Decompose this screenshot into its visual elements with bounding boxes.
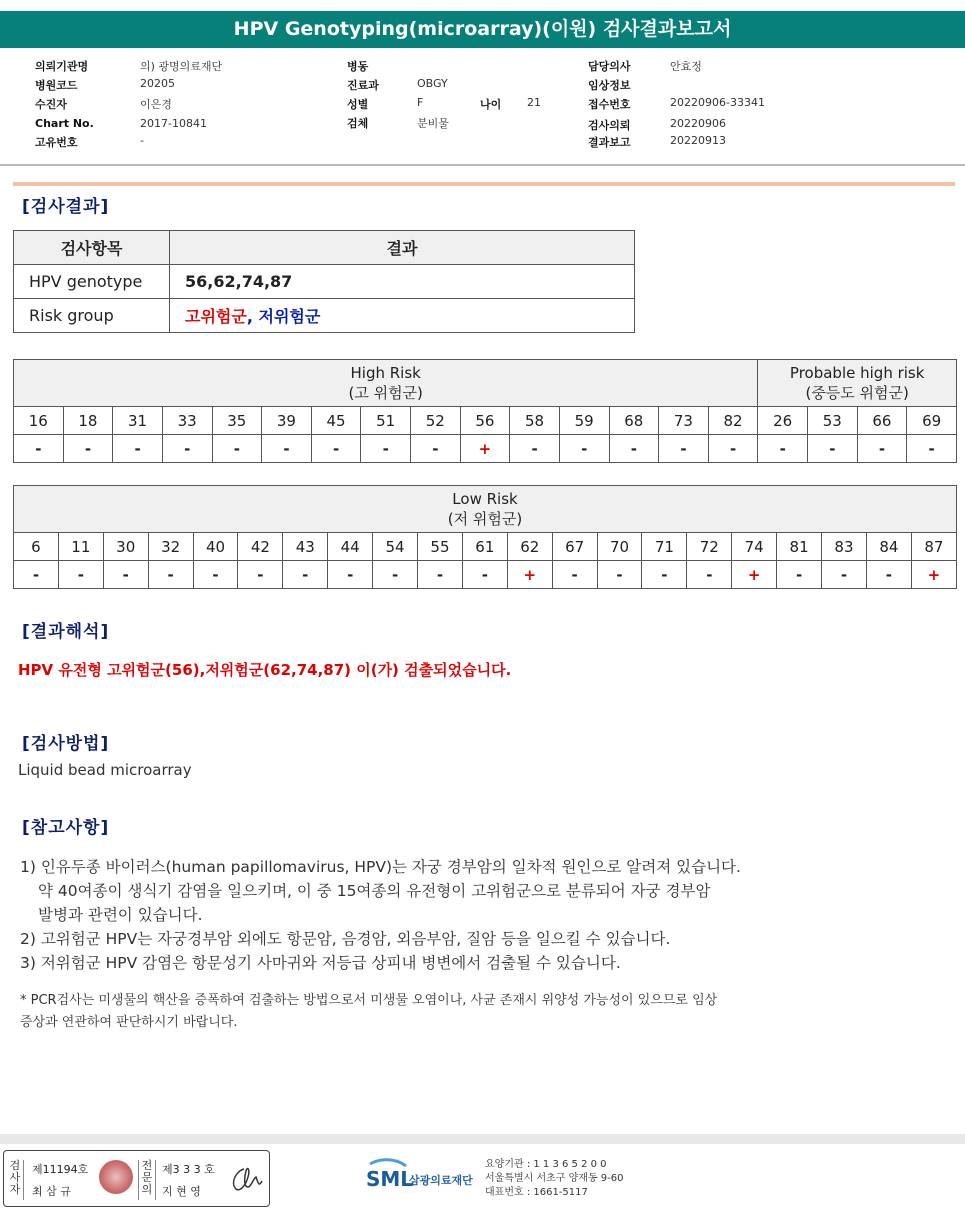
interpretation-text: HPV 유전형 고위험군(56),저위험군(62,74,87) 이(가) 검출되었습니다. <box>18 661 512 679</box>
type-cell: 52 <box>411 407 461 435</box>
result-cell: - <box>609 435 659 463</box>
type-cell: 30 <box>103 533 148 561</box>
label-ward: 병동 <box>347 60 369 73</box>
result-cell: - <box>411 435 461 463</box>
result-cell: - <box>510 435 560 463</box>
result-cell: - <box>866 561 911 589</box>
footer-divider <box>0 1134 965 1144</box>
result-cell: - <box>708 435 758 463</box>
high-risk-label-en: High Risk <box>350 364 421 382</box>
type-cell: 61 <box>462 533 507 561</box>
result-cell: - <box>14 435 64 463</box>
col-header-result: 결과 <box>170 231 635 265</box>
result-cell: - <box>162 435 212 463</box>
type-cell: 11 <box>58 533 103 561</box>
type-cell: 66 <box>857 407 907 435</box>
result-cell: - <box>373 561 418 589</box>
result-cell: - <box>148 561 193 589</box>
label-hospital-code: 병원코드 <box>35 79 78 92</box>
type-cell: 44 <box>328 533 373 561</box>
result-cell: - <box>758 435 808 463</box>
note-line: 약 40여종이 생식기 감염을 일으키며, 이 중 15여종의 유전형이 고위험군으로 분류되어 자궁 경부암 <box>38 882 711 900</box>
type-cell: 81 <box>777 533 822 561</box>
high-risk-header <box>14 360 758 407</box>
label-clinical-info: 임상정보 <box>588 79 631 92</box>
type-cell: 39 <box>262 407 312 435</box>
sml-logo <box>366 1158 481 1202</box>
result-cell: - <box>907 435 957 463</box>
value-age: 21 <box>527 96 541 109</box>
result-cell: - <box>462 561 507 589</box>
type-cell: 70 <box>597 533 642 561</box>
label-age: 나이 <box>480 98 502 111</box>
result-cell: - <box>262 435 312 463</box>
result-cell: + <box>507 561 552 589</box>
high-risk-result-row <box>14 435 957 463</box>
method-text: Liquid bead microarray <box>18 761 192 779</box>
result-cell: - <box>63 435 113 463</box>
result-cell: - <box>822 561 867 589</box>
type-cell: 18 <box>63 407 113 435</box>
low-risk-label-ko: (저 위험군) <box>447 510 523 528</box>
footnote-line: * PCR검사는 미생물의 핵산을 증폭하여 검출하는 방법으로서 미생물 오염이나, 사균 존재시 위양성 가능성이 있으므로 임상 <box>20 993 718 1008</box>
value-receipt-no: 20220906-33341 <box>670 96 765 109</box>
probable-label-en: Probable high risk <box>789 364 925 382</box>
risk-low-text: 저위험군 <box>258 307 321 326</box>
label-institution: 의뢰기관명 <box>35 60 89 73</box>
value-chart-no: 2017-10841 <box>140 117 207 130</box>
value-patient: 이은경 <box>140 98 172 111</box>
report-title: HPV Genotyping(microarray)(이원) 검사결과보고서 <box>0 11 965 48</box>
label-unique-no: 고유번호 <box>35 136 78 149</box>
type-cell: 33 <box>162 407 212 435</box>
result-cell: - <box>777 561 822 589</box>
type-cell: 56 <box>460 407 510 435</box>
result-cell: - <box>283 561 328 589</box>
row-value-risk-group <box>170 299 635 333</box>
signature-image <box>226 1157 266 1197</box>
type-cell: 53 <box>808 407 858 435</box>
signature-box <box>3 1150 270 1207</box>
type-cell: 58 <box>510 407 560 435</box>
value-specimen: 분비물 <box>417 117 449 130</box>
probable-label-ko: (중등도 위험군) <box>805 384 909 402</box>
sign-no-inspector: 제11194호 <box>32 1163 89 1176</box>
result-cell: - <box>659 435 709 463</box>
sign-name-inspector: 최 삼 규 <box>32 1185 71 1198</box>
type-cell: 69 <box>907 407 957 435</box>
section-title-notes: [참고사항] <box>22 818 110 838</box>
label-patient: 수진자 <box>35 98 67 111</box>
row-label-risk-group: Risk group <box>14 299 170 333</box>
org-line: 요양기관 : 1 1 3 6 5 2 0 0 <box>485 1159 607 1170</box>
note-line: 2) 고위험군 HPV는 자궁경부암 외에도 항문암, 음경암, 외음부암, 질암 등을 일으킬 수 있습니다. <box>20 930 671 948</box>
type-cell: 67 <box>552 533 597 561</box>
result-cell: - <box>238 561 283 589</box>
type-cell: 35 <box>212 407 262 435</box>
risk-separator: , <box>246 307 259 326</box>
result-cell: - <box>328 561 373 589</box>
result-cell: - <box>808 435 858 463</box>
col-header-item: 검사항목 <box>14 231 170 265</box>
result-table-header <box>14 231 635 265</box>
label-department: 진료과 <box>347 79 379 92</box>
notes-list <box>20 855 741 975</box>
patient-header <box>0 48 965 166</box>
value-report-date: 20220913 <box>670 134 726 147</box>
org-line: 대표번호 : 1661-5117 <box>485 1187 588 1198</box>
type-cell: 59 <box>559 407 609 435</box>
value-request-date: 20220906 <box>670 117 726 130</box>
type-cell: 32 <box>148 533 193 561</box>
note-line: 1) 인유두종 바이러스(human papillomavirus, HPV)는 자궁 경부암의 일차적 원인으로 알려져 있습니다. <box>20 858 741 876</box>
low-risk-type-row <box>14 533 957 561</box>
low-risk-label-en: Low Risk <box>452 490 518 508</box>
low-risk-result-row <box>14 561 957 589</box>
type-cell: 43 <box>283 533 328 561</box>
type-cell: 74 <box>732 533 777 561</box>
sml-logo-graphic <box>366 1158 481 1198</box>
result-cell: - <box>597 561 642 589</box>
result-cell: + <box>732 561 777 589</box>
result-cell: - <box>857 435 907 463</box>
value-sex: F <box>417 96 424 109</box>
result-cell: - <box>58 561 103 589</box>
section-title-result: [검사결과] <box>22 197 110 217</box>
section-title-interpretation: [결과해석] <box>22 622 110 642</box>
note-line: 발병과 관련이 있습니다. <box>38 906 203 924</box>
value-institution: 의) 광명의료재단 <box>140 60 223 73</box>
high-risk-table <box>13 359 957 463</box>
section-divider <box>13 182 955 186</box>
type-cell: 16 <box>14 407 64 435</box>
label-receipt-no: 접수번호 <box>588 98 631 111</box>
value-doctor: 안효정 <box>670 60 702 73</box>
seal-stamp <box>99 1160 133 1194</box>
type-cell: 26 <box>758 407 808 435</box>
result-cell: - <box>193 561 238 589</box>
result-cell: - <box>14 561 59 589</box>
low-risk-header-row <box>14 486 957 533</box>
footnote <box>20 990 717 1034</box>
type-cell: 68 <box>609 407 659 435</box>
result-table <box>13 230 635 333</box>
type-cell: 82 <box>708 407 758 435</box>
sign-name-specialist: 지 현 영 <box>162 1185 201 1198</box>
sign-no-specialist: 제3 3 3 호 <box>162 1163 215 1176</box>
type-cell: 42 <box>238 533 283 561</box>
result-cell: - <box>103 561 148 589</box>
value-unique-no: - <box>140 134 144 147</box>
row-value-genotype: 56,62,74,87 <box>170 265 635 299</box>
result-cell: - <box>418 561 463 589</box>
section-title-method: [검사방법] <box>22 734 110 754</box>
result-cell: + <box>911 561 956 589</box>
label-sex: 성별 <box>347 98 369 111</box>
table-row <box>14 265 635 299</box>
org-line: 서울특별시 서초구 양재동 9-60 <box>485 1173 624 1184</box>
result-cell: + <box>460 435 510 463</box>
high-risk-type-row <box>14 407 957 435</box>
type-cell: 31 <box>113 407 163 435</box>
table-row <box>14 299 635 333</box>
type-cell: 83 <box>822 533 867 561</box>
footnote-line: 증상과 연관하여 판단하시기 바랍니다. <box>20 1015 238 1030</box>
type-cell: 71 <box>642 533 687 561</box>
label-specimen: 검체 <box>347 117 369 130</box>
logo-text: SML <box>366 1167 414 1191</box>
low-risk-table <box>13 485 957 589</box>
type-cell: 6 <box>14 533 59 561</box>
label-doctor: 담당의사 <box>588 60 631 73</box>
type-cell: 55 <box>418 533 463 561</box>
type-cell: 51 <box>361 407 411 435</box>
risk-high-text: 고위험군 <box>185 307 247 326</box>
result-cell: - <box>212 435 262 463</box>
value-hospital-code: 20205 <box>140 77 175 90</box>
sign-label-specialist: 전문의 <box>138 1160 156 1200</box>
row-label-genotype: HPV genotype <box>14 265 170 299</box>
note-line: 3) 저위험군 HPV 감염은 항문성기 사마귀와 저등급 상피내 병변에서 검출될 수 있습니다. <box>20 954 621 972</box>
result-cell: - <box>361 435 411 463</box>
label-chart-no: Chart No. <box>35 117 94 130</box>
type-cell: 73 <box>659 407 709 435</box>
type-cell: 84 <box>866 533 911 561</box>
value-department: OBGY <box>417 77 448 90</box>
label-report-date: 결과보고 <box>588 136 631 149</box>
result-cell: - <box>113 435 163 463</box>
result-cell: - <box>311 435 361 463</box>
type-cell: 62 <box>507 533 552 561</box>
high-risk-label-ko: (고 위험군) <box>348 384 423 402</box>
low-risk-header <box>14 486 957 533</box>
organization-info <box>485 1158 624 1200</box>
result-cell: - <box>559 435 609 463</box>
result-cell: - <box>552 561 597 589</box>
label-request-date: 검사의뢰 <box>588 119 631 132</box>
result-cell: - <box>642 561 687 589</box>
type-cell: 40 <box>193 533 238 561</box>
high-risk-header-row <box>14 360 957 407</box>
logo-org-name: 삼광의료재단 <box>409 1174 473 1187</box>
type-cell: 45 <box>311 407 361 435</box>
sign-label-inspector: 검사자 <box>7 1160 24 1200</box>
result-cell: - <box>687 561 732 589</box>
type-cell: 54 <box>373 533 418 561</box>
type-cell: 72 <box>687 533 732 561</box>
type-cell: 87 <box>911 533 956 561</box>
probable-header <box>758 360 957 407</box>
